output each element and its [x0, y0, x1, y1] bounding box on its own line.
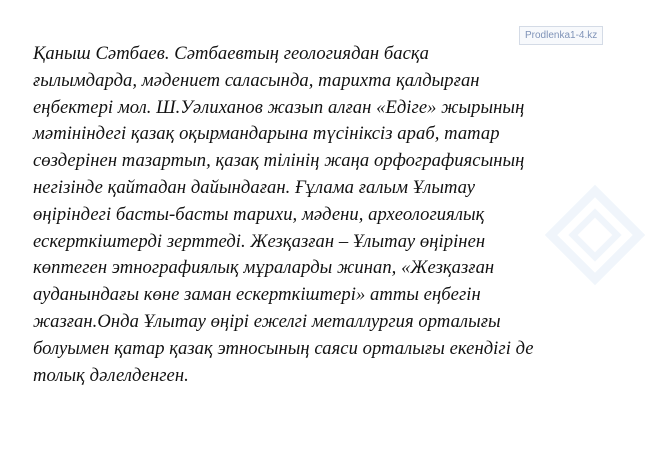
article-line: еңбектері мол. Ш.Уәлиханов жазып алған «Едіге» жырының [33, 96, 525, 118]
article-line: көптеген этнографиялық мұраларды жинап, «Жезқазған [33, 257, 495, 279]
article-line: негізінде қайтадан дайындаған. Ғұлама ғалым Ұлытау [33, 176, 476, 198]
article-line: сөздерінен тазартып, қазақ тілінің жаңа орфографиясының [33, 150, 525, 172]
article-text [33, 41, 653, 389]
article-line: толық дәлелденген. [33, 364, 189, 386]
site-watermark: Prodlenka1-4.kz [519, 26, 603, 45]
article-line: өңіріндегі басты-басты тарихи, мәдени, археологиялық [33, 203, 485, 225]
article-line: мәтініндегі қазақ оқырмандарына түсініксіз араб, татар [33, 123, 500, 145]
article-line: болуымен қатар қазақ этносының саяси орталығы екендігі де [33, 337, 534, 359]
article-line: Қаныш Сәтбаев. Сәтбаевтың геологиядан басқа [33, 43, 429, 64]
article-line: ауданындағы көне заман ескерткіштері» атты еңбегін [33, 284, 481, 306]
article-line: жазған.Онда Ұлытау өңірі ежелгі металлургия орталығы [33, 310, 501, 332]
article-line: ғылымдарда, мәдениет саласында, тарихта қалдырған [33, 69, 480, 91]
article-line: ескерткіштерді зерттеді. Жезқазған – Ұлытау өңірінен [33, 230, 486, 252]
